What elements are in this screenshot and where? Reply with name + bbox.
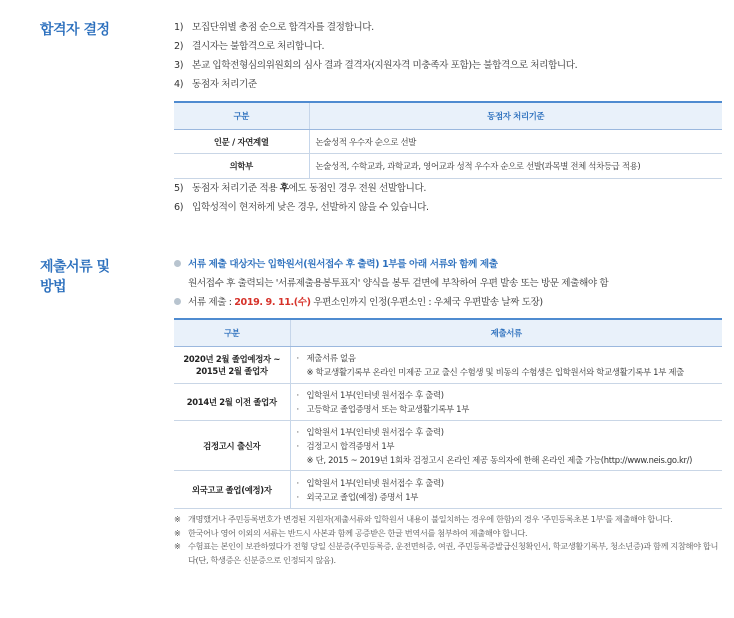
table-row <box>174 421 722 471</box>
list-item: 4) 동점자 처리기준 <box>174 79 257 90</box>
list-item: · 검정고시 합격증명서 1부 <box>296 440 395 451</box>
list-item: · 입학원서 1부(인터넷 원서접수 후 출력) <box>296 477 444 488</box>
note-item: ※ 개명했거나 주민등록번호가 변경된 지원자(제출서류와 입학원서 내용이 불일치하는 경우에 한함)의 경우 '주민등록초본 1부'를 제출해야 합니다. <box>174 514 673 524</box>
table-cell-value <box>290 347 722 384</box>
table-row <box>174 154 722 179</box>
list-item: 1) 모집단위별 총점 순으로 합격자를 결정합니다. <box>174 22 374 33</box>
list-item: · 입학원서 1부(인터넷 원서접수 후 출력) <box>296 390 444 400</box>
table-header-row <box>174 102 722 130</box>
bullet-dot-icon <box>174 260 181 267</box>
bullet-submission-date: 서류 제출 : 2019. 9. 11.(수) 우편소인까지 인정(우편소인 : 우체국 우편발송 날짜 도장) <box>174 293 722 312</box>
documents-bullets <box>174 255 722 312</box>
table-header: 구분 <box>174 319 290 347</box>
tie-break-table-wrap <box>174 101 722 179</box>
section-title-pass-decision: 합격자 결정 <box>40 22 110 38</box>
table-cell-label: 인문 / 자연계열 <box>174 130 309 154</box>
table-header: 제출서류 <box>290 319 722 347</box>
bullet-submission-target: 서류 제출 대상자는 입학원서(원서접수 후 출력) 1부를 아래 서류와 함께 제출 <box>174 255 722 274</box>
bullet-dot-icon <box>174 298 181 305</box>
note-item: ※ 한국어나 영어 이외의 서류는 반드시 사본과 함께 공증받은 한글 번역서를 첨부하여 제출해야 합니다. <box>174 527 528 538</box>
list-item: 2) 결시자는 불합격으로 처리합니다. <box>174 41 325 52</box>
table-cell-value: 논술성적 우수자 순으로 선발 <box>309 130 722 154</box>
deadline-date: 2019. 9. 11.(수) <box>234 297 311 308</box>
list-item: · 고등학교 졸업증명서 또는 학교생활기록부 1부 <box>296 404 469 414</box>
pass-decision-content <box>174 18 722 94</box>
table-cell-value <box>290 421 722 471</box>
documents-notes <box>174 513 722 567</box>
list-item: · 제출서류 없음 <box>296 353 356 363</box>
list-item: 6) 입학성적이 현저하게 낮은 경우, 선발하지 않을 수 있습니다. <box>174 202 429 213</box>
table-row <box>174 471 722 509</box>
table-cell-label: 외국고교 졸업(예정)자 <box>174 471 290 509</box>
table-row <box>174 384 722 421</box>
table-cell-label: 의학부 <box>174 154 309 179</box>
note-item: ※ 수험표는 본인이 보관하였다가 전형 당일 신분증(주민등록증, 운전면허증, 여권, 주민등록증발급신청확인서, 학교생활기록부, 청소년증)과 함께 지참해야 합니다(단, 학생증은 신분증으로 인정되지 않음). <box>174 541 719 565</box>
table-header: 구분 <box>174 102 309 130</box>
pass-decision-content-after <box>174 179 722 217</box>
table-cell-label: 2014년 2월 이전 졸업자 <box>174 384 290 421</box>
table-cell-value: 논술성적, 수학교과, 과학교과, 영어교과 성적 우수자 순으로 선발(과목별 전체 석차등급 적용) <box>309 154 722 179</box>
list-item-note: ※ 단, 2015 ~ 2019년 1회차 검정고시 온라인 제공 동의자에 한해 온라인 제출 가능(http://www.neis.go.kr/) <box>306 454 693 465</box>
tie-break-table <box>174 101 722 179</box>
list-item: · 입학원서 1부(인터넷 원서접수 후 출력) <box>296 426 444 437</box>
table-cell-value <box>290 384 722 421</box>
pass-decision-list-after <box>174 179 722 217</box>
table-row <box>174 347 722 384</box>
documents-table <box>174 318 722 509</box>
table-row <box>174 130 722 154</box>
table-header-row <box>174 319 722 347</box>
list-item-note: ※ 학교생활기록부 온라인 미제공 고교 출신 수험생 및 비동의 수험생은 입학원서와 학교생활기록부 1부 제출 <box>306 367 684 377</box>
pass-decision-list <box>174 18 722 94</box>
table-header: 동점자 처리기준 <box>309 102 722 130</box>
list-item: 5) 동점자 처리기준 적용 후에도 동점인 경우 전원 선발합니다. <box>174 183 427 194</box>
list-item: · 외국고교 졸업(예정) 증명서 1부 <box>296 491 419 502</box>
table-cell-label: 검정고시 출신자 <box>174 421 290 471</box>
table-cell-value <box>290 471 722 509</box>
table-cell-label: 2020년 2월 졸업예정자 ~ 2015년 2월 졸업자 <box>174 347 290 384</box>
section-title-documents: 제출서류 및 방법 <box>40 259 110 295</box>
bullet-envelope-note: 원서접수 후 출력되는 '서류제출용봉투표지' 양식을 봉투 겉면에 부착하여 우편 발송 또는 방문 제출해야 함 <box>188 278 609 289</box>
documents-table-wrap <box>174 318 722 509</box>
list-item: 3) 본교 입학전형심의위원회의 심사 결과 결격자(지원자격 미충족자 포함)는 불합격으로 처리합니다. <box>174 60 578 71</box>
